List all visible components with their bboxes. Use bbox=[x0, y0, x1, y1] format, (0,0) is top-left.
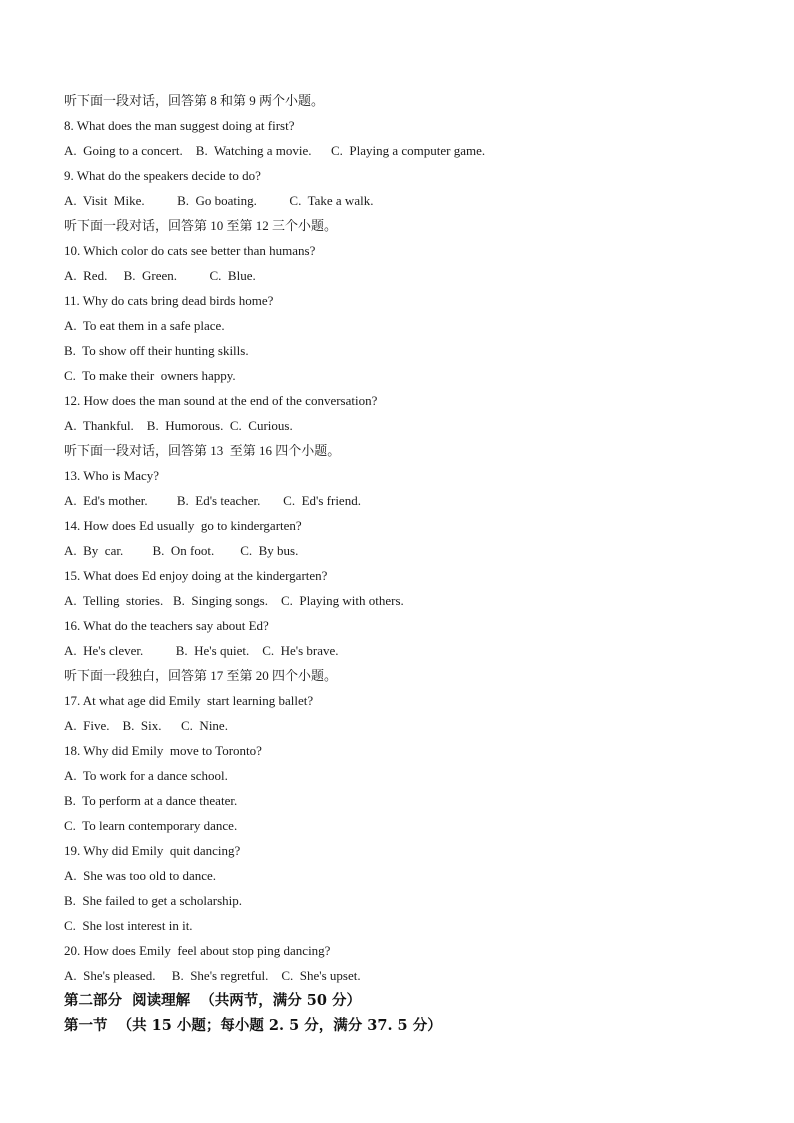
options-8: A. Going to a concert. B. Watching a movie. C. Playing a computer game. bbox=[64, 143, 486, 158]
question-10: 10. Which color do cats see better than humans? bbox=[64, 243, 316, 258]
options-20: A. She's pleased. B. She's regretful. C. She's upset. bbox=[64, 968, 361, 983]
option-11-c: C. To make their owners happy. bbox=[64, 368, 236, 383]
options-10: A. Red. B. Green. C. Blue. bbox=[64, 268, 256, 283]
option-11-b: B. To show off their hunting skills. bbox=[64, 343, 249, 358]
options-12: A. Thankful. B. Humorous. C. Curious. bbox=[64, 418, 293, 433]
question-9: 9. What do the speakers decide to do? bbox=[64, 168, 261, 183]
options-13: A. Ed's mother. B. Ed's teacher. C. Ed's friend. bbox=[64, 493, 361, 508]
question-13: 13. Who is Macy? bbox=[64, 468, 160, 483]
question-20: 20. How does Emily feel about stop ping dancing? bbox=[64, 943, 331, 958]
option-19-b: B. She failed to get a scholarship. bbox=[64, 893, 242, 908]
option-18-a: A. To work for a dance school. bbox=[64, 768, 228, 783]
option-19-a: A. She was too old to dance. bbox=[64, 868, 217, 883]
instruction-q8-9: 听下面一段对话，回答第 8 和第 9 两个小题。 bbox=[64, 93, 325, 108]
instruction-q17-20: 听下面一段独白，回答第 17 至第 20 四个小题。 bbox=[64, 668, 338, 683]
question-15: 15. What does Ed enjoy doing at the kindergarten? bbox=[64, 568, 328, 583]
option-18-b: B. To perform at a dance theater. bbox=[64, 793, 238, 808]
question-16: 16. What do the teachers say about Ed? bbox=[64, 618, 269, 633]
option-18-c: C. To learn contemporary dance. bbox=[64, 818, 238, 833]
options-15: A. Telling stories. B. Singing songs. C. Playing with others. bbox=[64, 593, 404, 608]
question-11: 11. Why do cats bring dead birds home? bbox=[64, 293, 274, 308]
question-17: 17. At what age did Emily start learning ballet? bbox=[64, 693, 314, 708]
options-16: A. He's clever. B. He's quiet. C. He's brave. bbox=[64, 643, 339, 658]
question-8: 8. What does the man suggest doing at first? bbox=[64, 118, 295, 133]
question-12: 12. How does the man sound at the end of the conversation? bbox=[64, 393, 378, 408]
question-14: 14. How does Ed usually go to kindergarten? bbox=[64, 518, 302, 533]
instruction-q13-16: 听下面一段对话，回答第 13 至第 16 四个小题。 bbox=[64, 443, 341, 458]
question-18: 18. Why did Emily move to Toronto? bbox=[64, 743, 262, 758]
question-19: 19. Why did Emily quit dancing? bbox=[64, 843, 241, 858]
part-two-heading: 第二部分 阅读理解 （共两节，满分 50 分） bbox=[64, 992, 361, 1009]
section-one-heading: 第一节 （共 15 小题；每小题 2. 5 分，满分 37. 5 分） bbox=[64, 1017, 442, 1034]
options-17: A. Five. B. Six. C. Nine. bbox=[64, 718, 228, 733]
options-9: A. Visit Mike. B. Go boating. C. Take a walk. bbox=[64, 193, 374, 208]
option-19-c: C. She lost interest in it. bbox=[64, 918, 193, 933]
document-page bbox=[64, 88, 744, 1038]
option-11-a: A. To eat them in a safe place. bbox=[64, 318, 225, 333]
options-14: A. By car. B. On foot. C. By bus. bbox=[64, 543, 299, 558]
instruction-q10-12: 听下面一段对话，回答第 10 至第 12 三个小题。 bbox=[64, 218, 338, 233]
